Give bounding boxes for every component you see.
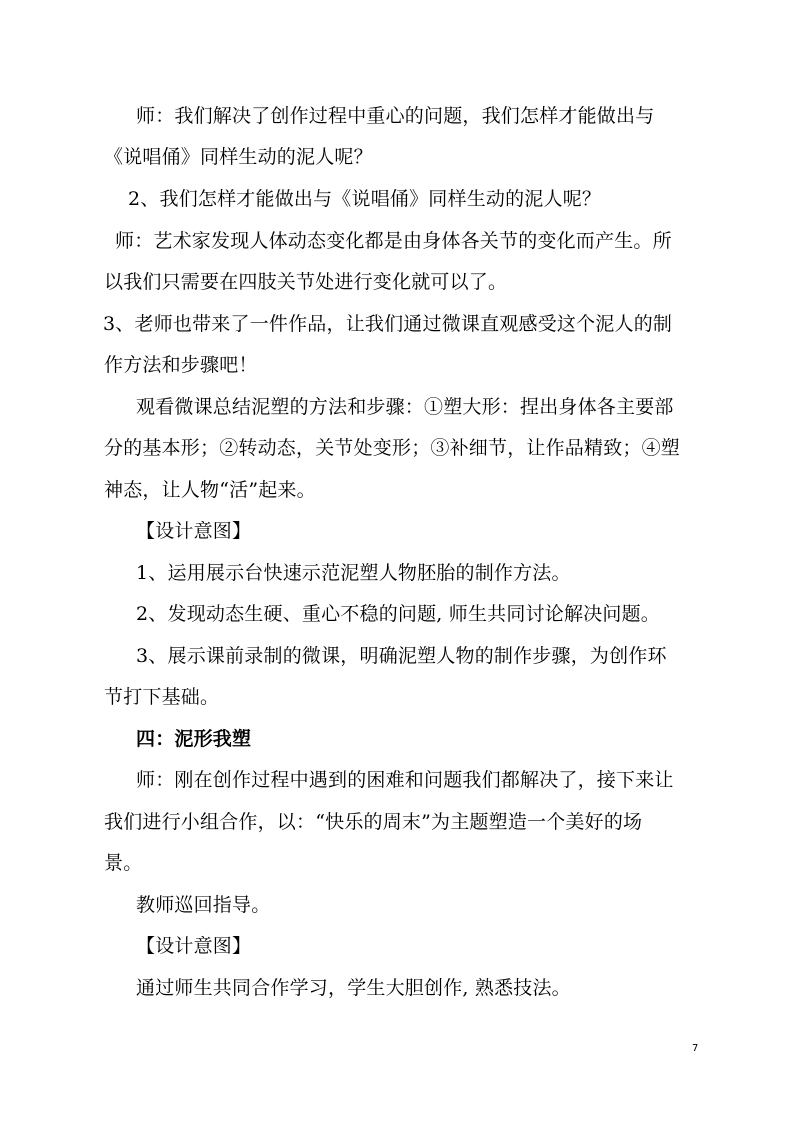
- paragraph-line-5: 以我们只需要在四肢关节处进行变化就可以了。: [104, 271, 508, 293]
- design-intent-item-3: 3、展示课前录制的微课，明确泥塑人物的制作步骤，为创作环: [136, 645, 667, 667]
- design-intent-item-1: 1、运用展示台快速示范泥塑人物胚胎的制作方法。: [136, 562, 571, 584]
- paragraph-line-10: 神态，让人物“活”起来。: [104, 479, 316, 501]
- paragraph-line-4: 师：艺术家发现人体动态变化都是由身体各关节的变化而产生。所: [115, 230, 672, 252]
- section-heading-four: 四：泥形我塑: [136, 728, 252, 750]
- paragraph-line-17: 师：刚在创作过程中遇到的困难和问题我们都解决了，接下来让: [136, 769, 674, 791]
- numbered-item-3: 3、老师也带来了一件作品，让我们通过微课直观感受这个泥人的制: [103, 313, 673, 335]
- design-intent-heading-1: 【设计意图】: [136, 520, 252, 542]
- paragraph-line-8: 观看微课总结泥塑的方法和步骤：①塑大形：捏出身体各主要部: [136, 396, 674, 418]
- paragraph-line-19: 景。: [104, 852, 143, 874]
- paragraph-line-22: 通过师生共同合作学习，学生大胆创作, 熟悉技法。: [136, 977, 571, 999]
- page-number: 7: [692, 1043, 699, 1054]
- paragraph-line-1: 师：我们解决了创作过程中重心的问题，我们怎样才能做出与: [136, 105, 655, 127]
- numbered-item-2: 2、我们怎样才能做出与《说唱俑》同样生动的泥人呢？: [128, 188, 602, 210]
- design-intent-heading-2: 【设计意图】: [136, 935, 252, 957]
- design-intent-item-2: 2、发现动态生硬、重心不稳的问题, 师生共同讨论解决问题。: [136, 603, 660, 625]
- paragraph-line-18: 我们进行小组合作，以：“快乐的周末”为主题塑造一个美好的场: [104, 811, 643, 833]
- design-intent-item-3-continued: 节打下基础。: [104, 686, 220, 708]
- paragraph-line-20: 教师巡回指导。: [136, 894, 271, 916]
- paragraph-line-7: 作方法和步骤吧！: [104, 354, 258, 376]
- paragraph-line-9: 分的基本形；②转动态，关节处变形；③补细节，让作品精致；④塑: [104, 437, 681, 459]
- paragraph-line-2: 《说唱俑》同样生动的泥人呢？: [104, 146, 373, 168]
